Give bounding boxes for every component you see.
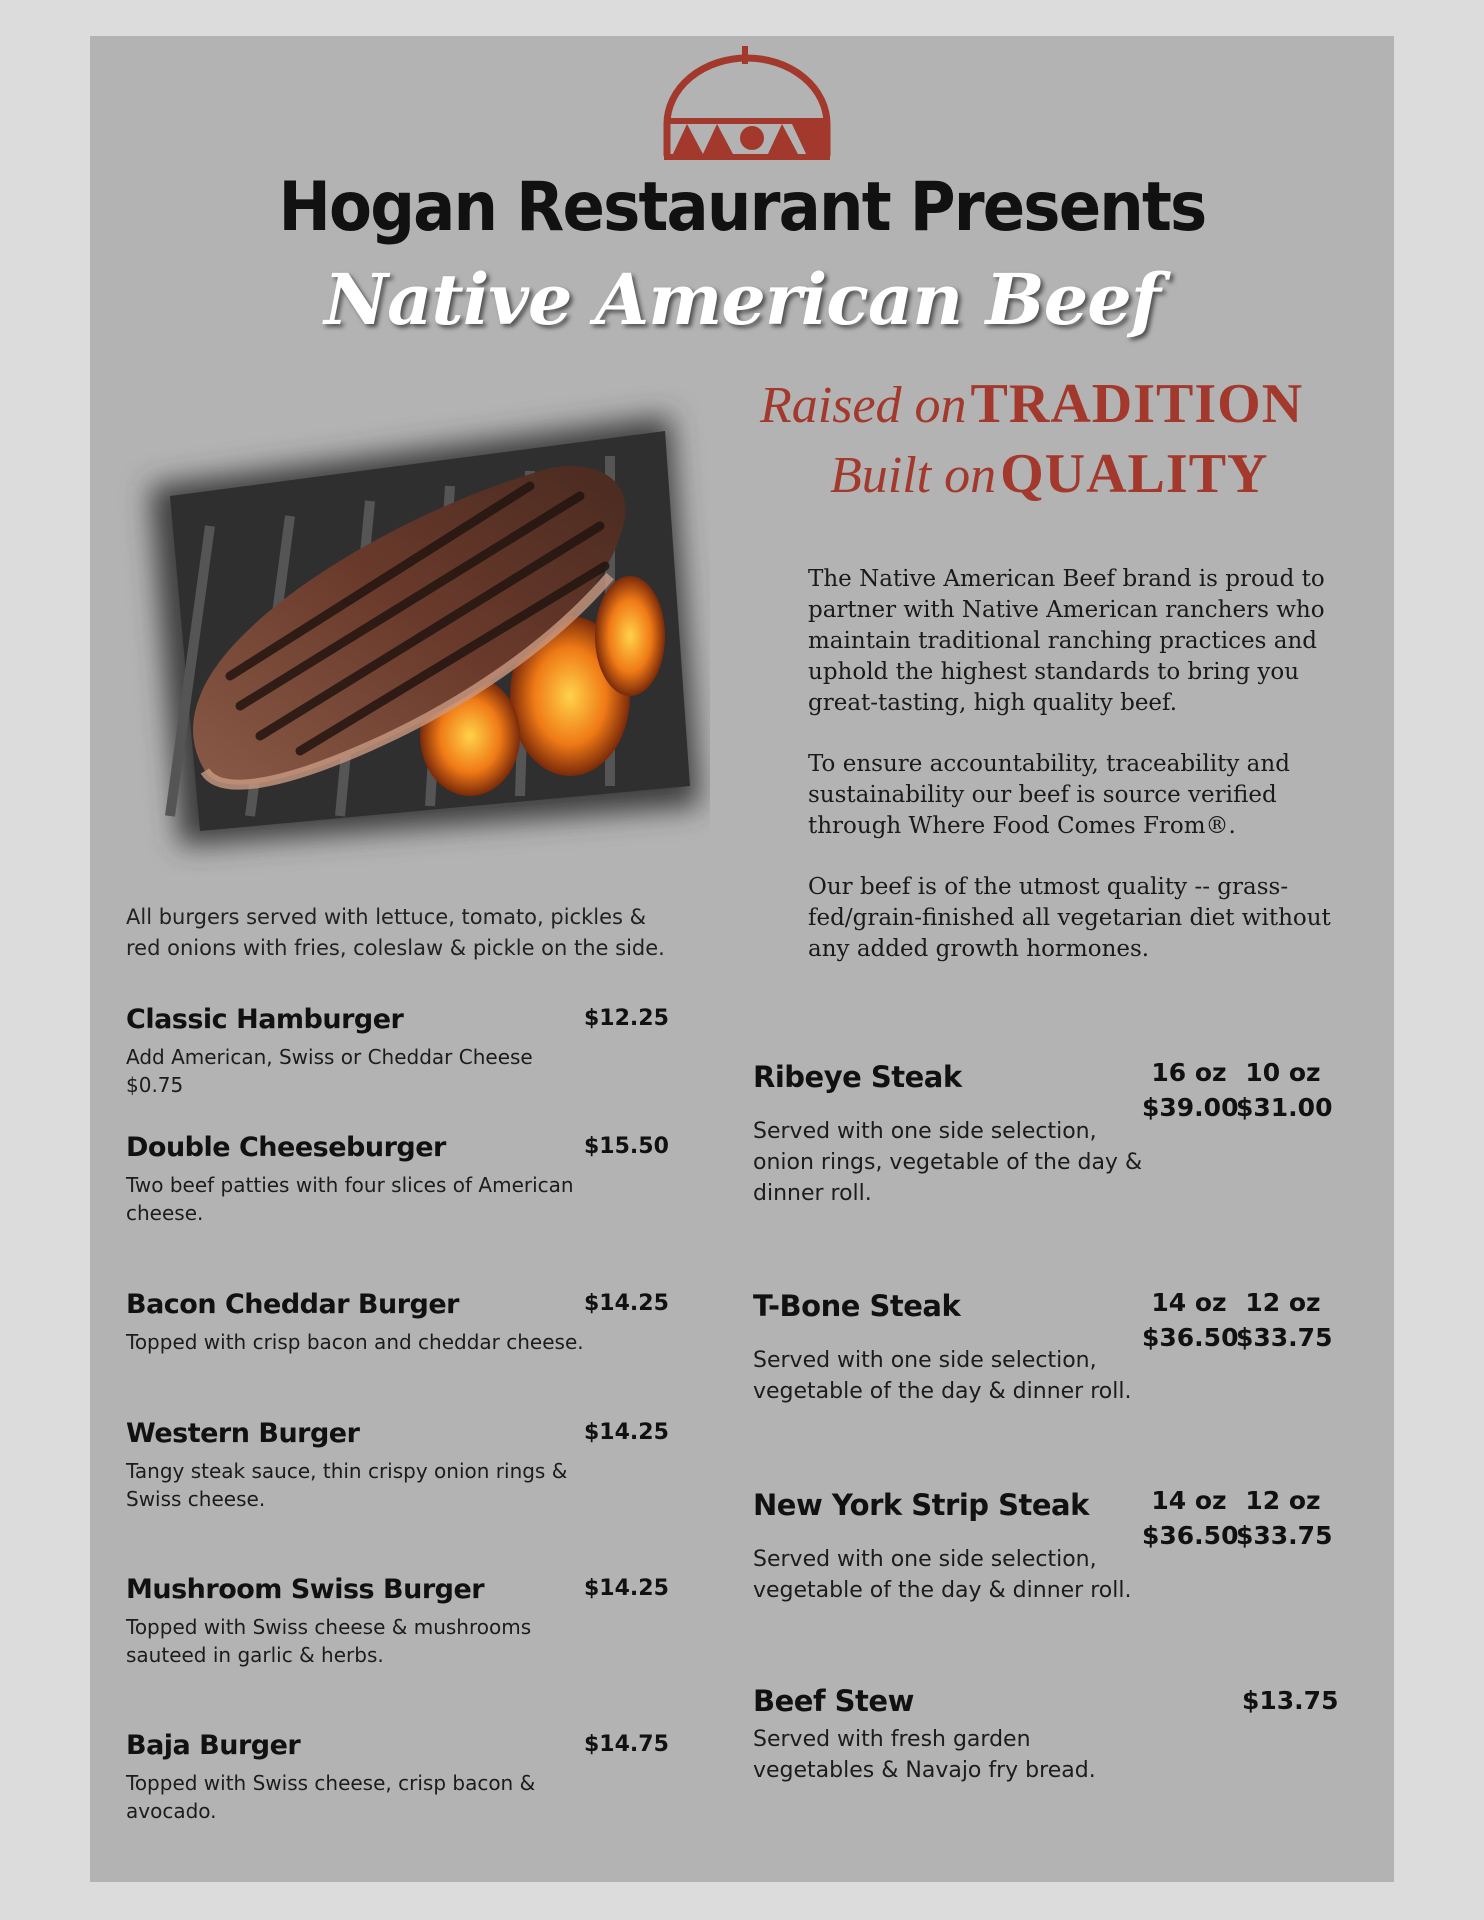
menu-item-western-burger [126, 1418, 586, 1513]
menu-item-beef-stew [753, 1684, 1153, 1786]
size-label: 14 oz [1151, 1486, 1227, 1515]
item-name: Beef Stew [753, 1684, 914, 1718]
tagline-tradition [760, 372, 1303, 436]
item-price: $13.75 [1242, 1686, 1339, 1715]
brand-intro [808, 564, 1348, 995]
menu-item-double-cheeseburger [126, 1132, 586, 1227]
menu-item-classic-hamburger [126, 1004, 586, 1099]
page-title: Hogan Restaurant Presents [278, 168, 1206, 247]
intro-paragraph: The Native American Beef brand is proud to partner with Native American ranchers who maintain traditional ranching practices and uphold the highest standards to bring you great-tasting, high quality beef. [808, 566, 1325, 716]
item-price: $14.25 [584, 1291, 669, 1316]
menu-item-ribeye-steak [753, 1060, 1153, 1209]
steak-size-prices [1130, 1288, 1333, 1352]
size-label: 12 oz [1245, 1288, 1321, 1317]
item-desc: Served with fresh garden vegetables & Navajo fry bread. [753, 1727, 1096, 1783]
menu-sheet [90, 36, 1394, 1882]
tagline-raised-text: Raised on [760, 377, 967, 434]
item-desc: Topped with Swiss cheese & mushrooms sauteed in garlic & herbs. [126, 1615, 532, 1667]
size-label: 16 oz [1151, 1058, 1227, 1087]
grilled-steak-image [110, 376, 710, 876]
item-price: $14.25 [584, 1420, 669, 1445]
menu-item-bacon-cheddar-burger [126, 1289, 586, 1356]
size-label: 10 oz [1245, 1058, 1321, 1087]
size-price: $36.50 [1142, 1521, 1239, 1550]
tagline-quality-text: QUALITY [1000, 443, 1269, 505]
size-price: $36.50 [1142, 1323, 1239, 1352]
item-desc: Served with one side selection, vegetable of the day & dinner roll. [753, 1547, 1132, 1603]
item-price: $12.25 [584, 1006, 669, 1031]
steak-size-prices [1130, 1486, 1333, 1550]
item-name: Bacon Cheddar Burger [126, 1289, 459, 1320]
item-desc: Served with one side selection, onion rings, vegetable of the day & dinner roll. [753, 1119, 1143, 1206]
item-name: Ribeye Steak [753, 1060, 962, 1094]
item-name: Mushroom Swiss Burger [126, 1574, 485, 1605]
burger-note: All burgers served with lettuce, tomato, pickles & red onions with fries, coleslaw & pickle on the side. [126, 905, 665, 960]
item-desc: Tangy steak sauce, thin crispy onion rings & Swiss cheese. [126, 1459, 568, 1511]
item-desc: Served with one side selection, vegetable of the day & dinner roll. [753, 1348, 1132, 1404]
size-price: $33.75 [1236, 1521, 1333, 1550]
intro-paragraph: Our beef is of the utmost quality -- grass-fed/grain-finished all vegetarian diet without any added growth hormones. [808, 874, 1331, 962]
item-name: Baja Burger [126, 1730, 301, 1761]
restaurant-logo [642, 46, 852, 176]
menu-item-new-york-strip-steak [753, 1488, 1153, 1606]
size-price: $39.00 [1142, 1093, 1239, 1122]
item-name: New York Strip Steak [753, 1488, 1089, 1522]
menu-item-t-bone-steak [753, 1289, 1153, 1407]
item-name: Western Burger [126, 1418, 360, 1449]
intro-paragraph: To ensure accountability, traceability and sustainability our beef is source verified through Where Food Comes From®. [808, 751, 1290, 839]
menu-item-mushroom-swiss-burger [126, 1574, 586, 1669]
tagline-built-text: Built on [830, 447, 997, 504]
item-desc: Two beef patties with four slices of American cheese. [126, 1173, 574, 1225]
item-price: $14.75 [584, 1732, 669, 1757]
size-price: $31.00 [1236, 1093, 1333, 1122]
size-label: 14 oz [1151, 1288, 1227, 1317]
item-name: T-Bone Steak [753, 1289, 961, 1323]
item-desc: Topped with Swiss cheese, crisp bacon & avocado. [126, 1771, 536, 1823]
steak-size-prices [1130, 1058, 1333, 1122]
page-subtitle: Native American Beef [324, 258, 1160, 341]
size-label: 12 oz [1245, 1486, 1321, 1515]
item-price: $14.25 [584, 1576, 669, 1601]
size-price: $33.75 [1236, 1323, 1333, 1352]
tagline-quality [830, 442, 1269, 506]
menu-item-baja-burger [126, 1730, 586, 1825]
item-desc: Add American, Swiss or Cheddar Cheese $0.75 [126, 1045, 533, 1097]
tagline-tradition-text: TRADITION [970, 373, 1304, 435]
item-name: Classic Hamburger [126, 1004, 404, 1035]
item-price: $15.50 [584, 1134, 669, 1159]
item-desc: Topped with crisp bacon and cheddar cheese. [126, 1330, 584, 1354]
item-name: Double Cheeseburger [126, 1132, 446, 1163]
